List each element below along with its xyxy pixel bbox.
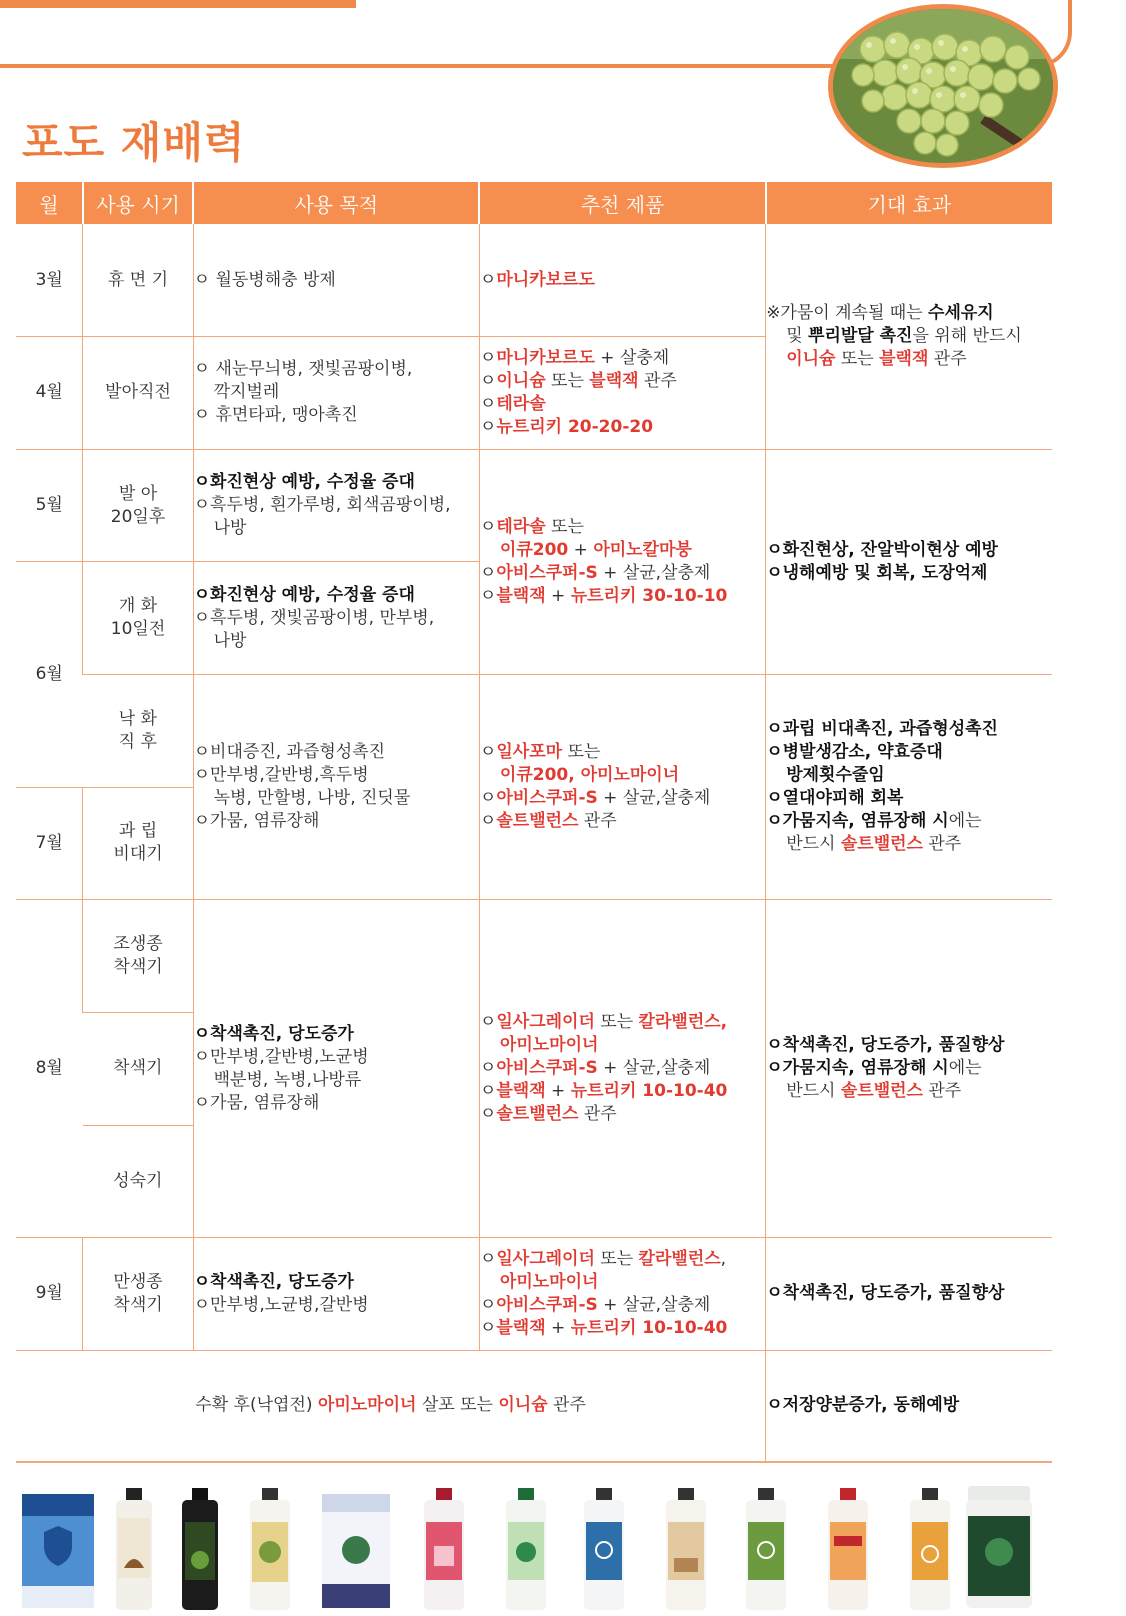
header-purpose: 사용 목적 <box>193 182 479 224</box>
product-forma-image <box>422 1488 466 1610</box>
purpose-line: ㅇ가뭄, 염류장해 <box>193 811 320 832</box>
timing-cell: 개 화 10일전 <box>83 562 193 675</box>
purpose-line: ㅇ만부병,노균병,갈반병 <box>193 1294 369 1315</box>
purpose-cell <box>193 224 479 337</box>
effect-line: 반드시 솔트밸런스 관주 <box>786 834 962 855</box>
effect-cell <box>766 1350 1052 1462</box>
purpose-line: ㅇ착색촉진, 당도증가 <box>193 1271 354 1292</box>
product-cell <box>479 337 765 450</box>
product-cell <box>479 900 765 1238</box>
month-cell: 6월 <box>16 562 83 787</box>
timing-cell: 성숙기 <box>83 1125 193 1238</box>
timing-cell: 만생종 착색기 <box>83 1238 193 1351</box>
effect-line: ㅇ착색촉진, 당도증가, 품질향상 <box>766 1283 1005 1304</box>
purpose-line: ㅇ 월동병해충 방제 <box>193 269 336 290</box>
purpose-line: ㅇ 새눈무늬병, 잿빛곰팡이병, <box>193 359 413 380</box>
purpose-line: ㅇ만부병,갈반병,흑두병 <box>193 765 369 786</box>
purpose-line: ㅇ착색촉진, 당도증가 <box>193 1023 354 1044</box>
effect-cell <box>766 224 1052 449</box>
product-grader-image <box>826 1488 870 1610</box>
timing-cell: 과 립 비대기 <box>83 787 193 900</box>
purpose-line: 나방 <box>213 630 247 651</box>
product-line: 아미노마이너 <box>499 1035 599 1056</box>
effect-line: ※가뭄이 계속될 때는 수세유지 <box>766 302 994 323</box>
effect-cell <box>766 675 1052 900</box>
header-effect: 기대 효과 <box>766 182 1052 224</box>
effect-cell <box>766 449 1052 674</box>
purpose-cell <box>193 449 479 562</box>
header-timing: 사용 시기 <box>83 182 193 224</box>
product-abiescu-image <box>964 1486 1034 1610</box>
effect-line: ㅇ병발생감소, 약효증대 <box>766 742 943 763</box>
product-cell <box>479 1238 765 1351</box>
cultivation-calendar-table <box>16 182 1052 1463</box>
product-line: ㅇ마니카보르도 + 살충제 <box>479 347 670 368</box>
product-nutrikey-image <box>320 1492 392 1610</box>
table-row <box>16 224 1052 337</box>
table-row <box>16 1238 1052 1351</box>
product-line: ㅇ마니카보르도 <box>479 269 595 290</box>
product-line: ㅇ아비스쿠퍼-S + 살균,살충제 <box>479 1294 711 1315</box>
product-bordo-image <box>20 1488 96 1610</box>
purpose-line: 백분병, 녹병,나방류 <box>213 1069 362 1090</box>
header-month: 월 <box>16 182 83 224</box>
purpose-line: ㅇ비대증진, 과즙형성촉진 <box>193 742 386 763</box>
product-line: ㅇ솔트밸런스 관주 <box>479 1104 617 1125</box>
product-line: ㅇ테라솔 <box>479 393 546 414</box>
purpose-cell <box>193 900 479 1238</box>
effect-line: ㅇ냉해예방 및 회복, 도장억제 <box>766 562 988 583</box>
product-name: 이니슘 <box>786 348 836 369</box>
product-kolarbalance-image <box>908 1488 952 1610</box>
month-cell: 7월 <box>16 787 83 900</box>
effect-line: 이니슘 또는 블랙잭 관주 <box>786 348 967 369</box>
purpose-line: ㅇ화진현상 예방, 수정율 증대 <box>193 584 415 605</box>
product-cell <box>479 449 765 674</box>
header-bar <box>0 0 356 8</box>
effect-line: ㅇ저장양분증가, 동해예방 <box>766 1395 960 1416</box>
postharvest-note: 수확 후(낙엽전) 아미노마이너 살포 또는 이니슘 관주 <box>16 1350 766 1462</box>
product-line: ㅇ일사그레이더 또는 칼라밸런스, <box>479 1248 727 1269</box>
effect-line: 및 뿌리발달 촉진을 위해 반드시 <box>786 325 1022 346</box>
timing-cell: 조생종 착색기 <box>83 900 193 1013</box>
purpose-line: ㅇ흑두병, 흰가루병, 회색곰팡이병, <box>193 495 451 516</box>
effect-line: 방제횟수줄임 <box>786 765 885 786</box>
purpose-line: 녹병, 만할병, 나방, 진딧물 <box>213 788 411 809</box>
table-row-postharvest <box>16 1350 1052 1462</box>
product-inicium-image <box>114 1488 154 1610</box>
purpose-line: ㅇ만부병,갈반병,노균병 <box>193 1046 369 1067</box>
product-cell <box>479 675 765 900</box>
product-packshot-strip <box>16 1480 1056 1610</box>
product-equilibrium-image <box>504 1488 548 1610</box>
product-name: 마니카보르도 <box>496 269 595 290</box>
product-cell <box>479 224 765 337</box>
product-line: ㅇ블랙잭 + 뉴트리키 30-10-10 <box>479 585 728 606</box>
product-line: ㅇ아비스쿠퍼-S + 살균,살충제 <box>479 562 711 583</box>
page-title: 포도 재배력 <box>22 118 246 167</box>
timing-cell: 발 아 20일후 <box>83 449 193 562</box>
product-line: ㅇ솔트밸런스 관주 <box>479 811 617 832</box>
purpose-line: ㅇ흑두병, 잿빛곰팡이병, 만부병, <box>193 607 435 628</box>
timing-cell: 발아직전 <box>83 337 193 450</box>
table-row <box>16 449 1052 562</box>
timing-cell: 휴 면 기 <box>83 224 193 337</box>
product-line: ㅇ블랙잭 + 뉴트리키 10-10-40 <box>479 1317 728 1338</box>
effect-line: ㅇ가뭄지속, 염류장해 시에는 <box>766 1058 982 1079</box>
product-line: ㅇ일사그레이더 또는 칼라밸런스, <box>479 1012 728 1033</box>
product-terrasorb-image <box>248 1488 292 1610</box>
product-line: ㅇ테라솔 또는 <box>479 516 584 537</box>
purpose-cell <box>193 675 479 900</box>
product-name: 블랙잭 <box>879 348 929 369</box>
product-saltbalance-image <box>664 1488 708 1610</box>
timing-cell: 착색기 <box>83 1012 193 1125</box>
purpose-line: 나방 <box>213 518 247 539</box>
month-cell: 9월 <box>16 1238 83 1351</box>
product-line: 이큐200, 아미노마이너 <box>499 765 680 786</box>
product-line: 아미노마이너 <box>499 1271 599 1292</box>
purpose-cell <box>193 562 479 675</box>
month-cell: 3월 <box>16 224 83 337</box>
month-cell: 4월 <box>16 337 83 450</box>
product-line: ㅇ뉴트리키 20-20-20 <box>479 416 654 437</box>
month-cell: 8월 <box>16 900 83 1238</box>
effect-line: ㅇ가뭄지속, 염류장해 시에는 <box>766 811 982 832</box>
purpose-cell <box>193 337 479 450</box>
effect-line: ㅇ과립 비대촉진, 과즙형성촉진 <box>766 719 998 740</box>
header-product: 추천 제품 <box>479 182 765 224</box>
purpose-cell <box>193 1238 479 1351</box>
grape-image <box>833 9 1058 168</box>
month-cell: 5월 <box>16 449 83 562</box>
product-line: ㅇ아비스쿠퍼-S + 살균,살충제 <box>479 1058 711 1079</box>
table-row <box>16 900 1052 1013</box>
timing-cell: 낙 화 직 후 <box>83 675 193 788</box>
product-line: ㅇ블랙잭 + 뉴트리키 10-10-40 <box>479 1081 728 1102</box>
product-line: ㅇ이니슘 또는 블랙잭 관주 <box>479 370 677 391</box>
product-blackjak-image <box>180 1488 220 1610</box>
effect-line: 반드시 솔트밸런스 관주 <box>786 1081 962 1102</box>
purpose-line: ㅇ화진현상 예방, 수정율 증대 <box>193 472 415 493</box>
product-quelant-image <box>582 1488 626 1610</box>
purpose-line: ㅇ 휴면타파, 맹아촉진 <box>193 405 358 426</box>
table-row <box>16 675 1052 788</box>
product-quelant-ca-image <box>744 1488 788 1610</box>
table-header-row <box>16 182 1052 224</box>
product-line: ㅇ아비스쿠퍼-S + 살균,살충제 <box>479 788 711 809</box>
product-line: ㅇ일사포마 또는 <box>479 742 601 763</box>
purpose-line: ㅇ가뭄, 염류장해 <box>193 1092 320 1113</box>
effect-line: ㅇ화진현상, 잔알박이현상 예방 <box>766 539 998 560</box>
grape-photo <box>828 4 1058 168</box>
purpose-line: 깍지벌레 <box>213 382 280 403</box>
effect-cell <box>766 900 1052 1238</box>
effect-cell <box>766 1238 1052 1351</box>
effect-line: ㅇ착색촉진, 당도증가, 품질향상 <box>766 1035 1005 1056</box>
product-line: 이큐200 + 아미노칼마붕 <box>499 539 692 560</box>
effect-line: ㅇ열대야피해 회복 <box>766 788 904 809</box>
